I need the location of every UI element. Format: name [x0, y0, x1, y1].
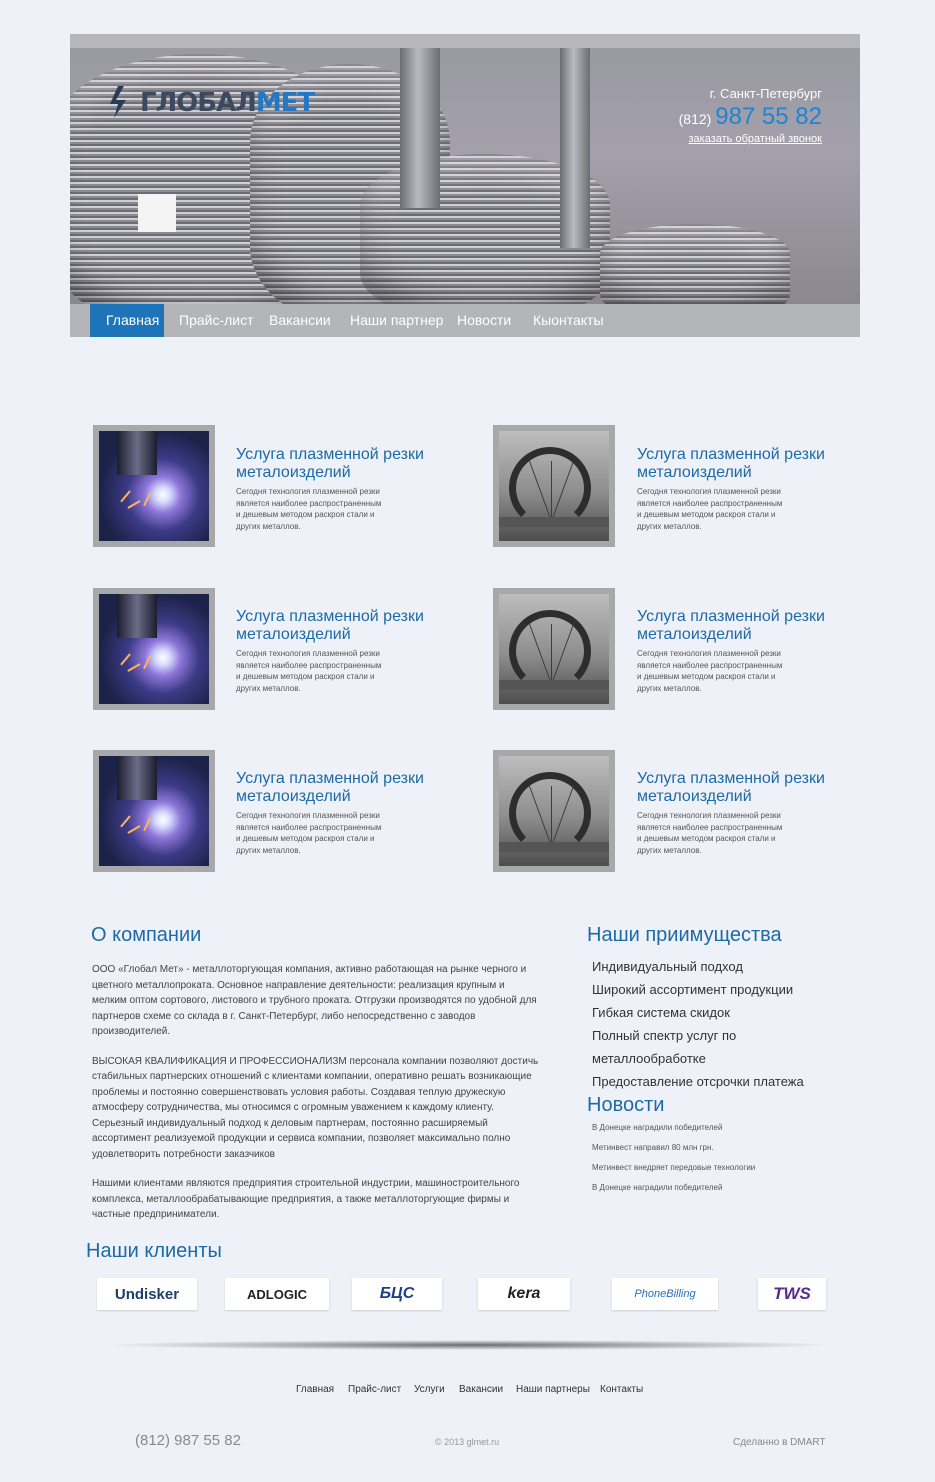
spark-shape: [127, 500, 140, 509]
service-text: Сегодня технология плазменной резки является наиболее распространенным и дешевым методом раскроя стали и других металлов.: [637, 487, 783, 531]
footer-phone: (812) 987 55 82: [135, 1432, 241, 1449]
nav-item-price-list[interactable]: Прайс-лист: [179, 312, 254, 328]
footer-divider: [100, 1340, 840, 1350]
footer-nav-partners[interactable]: Наши партнеры: [516, 1384, 590, 1395]
service-title[interactable]: Услуга плазменной резки металоизделий: [637, 770, 825, 805]
nav-item-news[interactable]: Новости: [457, 312, 512, 328]
clients-title: Наши клиенты: [86, 1240, 222, 1262]
news-item[interactable]: В Донецке наградили победителей: [592, 1183, 723, 1192]
advantage-item: Гибкая система скидок: [592, 1005, 730, 1020]
client-logo-tws[interactable]: TWS: [758, 1278, 826, 1310]
spark-shape: [127, 663, 140, 672]
machine-pillar-image: [400, 48, 440, 208]
news-list: [592, 1118, 832, 1198]
spark-shape: [120, 653, 131, 665]
advantages-title: Наши приимущества: [587, 924, 782, 946]
news-title: Новости: [587, 1094, 665, 1116]
spark-shape: [127, 825, 140, 834]
footer-nav-price-list[interactable]: Прайс-лист: [348, 1384, 402, 1395]
service-text: Сегодня технология плазменной резки является наиболее распространенным и дешевым методом раскроя стали и других металлов.: [637, 811, 783, 855]
plasma-torch-shape: [117, 756, 157, 800]
bridge-deck-shape: [499, 680, 609, 690]
service-text: Сегодня технология плазменной резки является наиболее распространенным и дешевым методом раскроя стали и других металлов.: [236, 811, 382, 855]
news-item[interactable]: Метинвест внедряет передовые технологии: [592, 1163, 756, 1172]
service-title[interactable]: Услуга плазменной резки металоизделий: [236, 446, 424, 481]
spark-shape: [120, 815, 131, 827]
service-title[interactable]: Услуга плазменной резки металоизделий: [236, 608, 424, 643]
main-nav: [70, 304, 860, 337]
footer-nav-vacancies[interactable]: Вакансии: [459, 1384, 504, 1395]
service-image-plasma[interactable]: [93, 425, 215, 547]
about-paragraph: Нашими клиентами являются предприятия строительной индустрии, машиностроительного комплекса, металлообрабатывающие предприятия, а также металлоторгующие фирмы и частные предприниматели.: [92, 1178, 520, 1220]
service-title[interactable]: Услуга плазменной резки металоизделий: [236, 770, 424, 805]
advantages-list: [592, 955, 852, 1093]
spark-shape: [143, 656, 151, 670]
nav-item-vacancies[interactable]: Вакансии: [269, 312, 331, 328]
service-title[interactable]: Услуга плазменной резки металоизделий: [637, 608, 825, 643]
logo[interactable]: [110, 84, 330, 124]
service-image-plasma[interactable]: [93, 750, 215, 872]
client-logo-adlogic[interactable]: ADLOGIC: [225, 1278, 329, 1310]
city-label: г. Санкт-Петербург: [709, 86, 822, 101]
service-image-bridge[interactable]: [493, 425, 615, 547]
about-paragraph: ООО «Глобал Мет» - металлоторгующая компания, активно работающая на рынке черного и цветного металлопроката. Основное направление деятельности: реализация крупным и мелким оптом сортового, листового и трубного проката. Отгрузки производятся по удобной для партнеров схеме со склада в г. Санкт-Петербург, либо непосредственно с заводов производителей.: [92, 964, 537, 1037]
about-title: О компании: [91, 924, 202, 946]
machine-pillar-image: [560, 48, 590, 248]
plasma-torch-shape: [117, 594, 157, 638]
news-item[interactable]: Метинвест направил 80 млн грн.: [592, 1143, 714, 1152]
advantage-item: Широкий ассортимент продукции: [592, 982, 794, 997]
service-image-bridge[interactable]: [493, 750, 615, 872]
wire-coil-image: [600, 224, 790, 304]
nav-item-partners[interactable]: Наши партнер: [350, 312, 444, 328]
footer-nav-services[interactable]: Услуги: [414, 1384, 445, 1395]
logo-icon: [110, 86, 132, 118]
plasma-torch-shape: [117, 431, 157, 475]
contact-block: [679, 86, 822, 145]
phone-number: 987 55 82: [715, 103, 822, 130]
phone-code: (812): [678, 111, 712, 127]
advantage-item: Полный спектр услуг по металлообработке: [592, 1028, 737, 1066]
about-paragraph: ВЫСОКАЯ КВАЛИФИКАЦИЯ И ПРОФЕССИОНАЛИЗМ персонала компании позволяют достичь стабильных партнерских отношений с клиентами компании, оперативно решать возникающие проблемы и постоянно совершенствовать условия работы. Создавая теплую дружескую атмосферу сотрудничества, мы относимся с огромным уважением к каждому клиенту. Серьезный индивидуальный подход к деловым партнерам, постоянно расширяемый ассортимент реализуемой продукции и сервиса компании, позволяет максимально полно удовлетворить потребности заказчиков: [92, 1055, 539, 1160]
spark-shape: [143, 818, 151, 832]
service-image-plasma[interactable]: [93, 588, 215, 710]
bridge-deck-shape: [499, 517, 609, 527]
footer-nav-contacts[interactable]: Контакты: [600, 1384, 644, 1395]
spark-shape: [143, 493, 151, 507]
footer-made-by[interactable]: Сделанно в DMART: [733, 1437, 826, 1448]
client-logo-phonebilling[interactable]: PhoneBilling: [612, 1278, 718, 1310]
bridge-deck-shape: [499, 842, 609, 852]
footer-copyright: © 2013 glmet.ru: [435, 1437, 500, 1447]
tag-image: [138, 194, 176, 232]
client-logo-kera[interactable]: kera: [478, 1278, 570, 1310]
header-banner: [70, 34, 860, 304]
service-text: Сегодня технология плазменной резки является наиболее распространенным и дешевым методом раскроя стали и других металлов.: [236, 649, 382, 693]
advantage-item: Индивидуальный подход: [592, 959, 743, 974]
service-text: Сегодня технология плазменной резки является наиболее распространенным и дешевым методом раскроя стали и других металлов.: [637, 649, 783, 693]
news-item[interactable]: В Донецке наградили победителей: [592, 1123, 723, 1132]
advantage-item: Предоставление отсрочки платежа: [592, 1074, 804, 1089]
client-logo-bcs[interactable]: БЦС: [352, 1278, 442, 1310]
client-logo-undisker[interactable]: Undisker: [97, 1278, 197, 1310]
callback-link[interactable]: заказать обратный звонок: [688, 133, 822, 145]
nav-item-contacts[interactable]: Кыонтакты: [533, 312, 604, 328]
spark-shape: [120, 490, 131, 502]
nav-item-home[interactable]: Главная: [90, 304, 164, 337]
service-title[interactable]: Услуга плазменной резки металоизделий: [637, 446, 825, 481]
service-image-bridge[interactable]: [493, 588, 615, 710]
about-text: [92, 962, 542, 1237]
logo-text: ГЛОБАЛМЕТ: [140, 88, 315, 118]
footer-nav-home[interactable]: Главная: [296, 1384, 335, 1395]
service-text: Сегодня технология плазменной резки является наиболее распространенным и дешевым методом раскроя стали и других металлов.: [236, 487, 382, 531]
header-phone: [679, 103, 822, 131]
